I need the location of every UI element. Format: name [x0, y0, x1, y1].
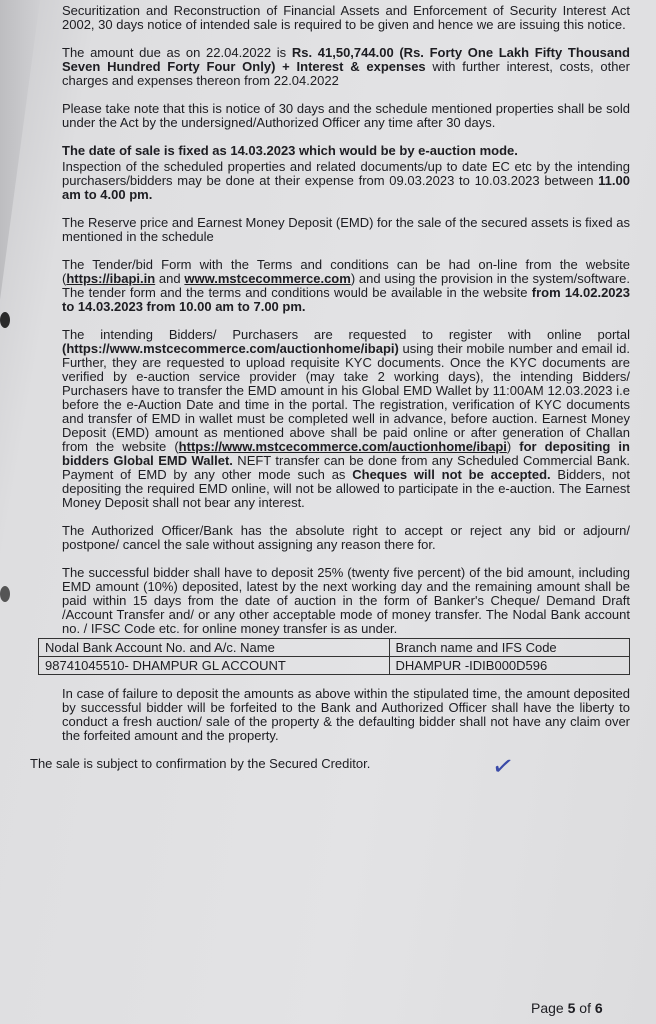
page-total: 6	[594, 1000, 603, 1016]
bold-text: (https://www.mstcecommerce.com/auctionhome/ibapi)	[62, 341, 399, 356]
text-segment: The Reserve price and Earnest Money Deposit (EMD) for the sale of the secured assets is fixed as mentioned in the schedule	[62, 215, 630, 244]
bold-text: Rs. 41,50,744.00 (Rs. Forty One Lakh Fifty Thousand Seven Hundred Forty Four Only) + Interest & expenses	[62, 45, 630, 74]
link-text[interactable]: www.mstcecommerce.com	[184, 271, 351, 286]
paragraph-confirmation	[30, 757, 630, 771]
paragraph-intro	[62, 4, 630, 32]
paragraph-reserve-price	[62, 216, 630, 244]
paragraph-tender-form	[62, 258, 630, 314]
bold-text: for depositing in bidders Global EMD Wallet.	[62, 439, 630, 468]
text-segment: )	[506, 439, 520, 454]
paragraph-registration	[62, 328, 630, 510]
page-prefix: Page	[531, 1000, 568, 1016]
link-text[interactable]: https://ibapi.in	[66, 271, 156, 286]
page-current: 5	[567, 1000, 576, 1016]
text-segment: Please take note that this is notice of 30 days and the schedule mentioned properties shall be sold under the Act by the undersigned/Authorized Officer any time after 30 days.	[62, 101, 630, 130]
text-segment: The amount due as on 22.04.2022 is	[62, 45, 292, 60]
table-header-row	[39, 639, 630, 657]
text-segment: using their mobile number and email id. Further, they are requested to upload requisite KYC documents. Once the KYC documents are verified by e-auction service provider (may take 2 working days), the intending Bidders/ Purchasers have to transfer the EMD amount in his Global EMD Wallet by 11:00AM 12.03.2023 i.e before the e-Auction Date and time in the portal. The registration, verification of KYC documents and transfer of EMD in wallet must be completed well in advance, before auction. Earnest Money Deposit (EMD) amount as mentioned above shall be paid online or after generation of Challan from the website (	[62, 341, 630, 454]
nodal-account-table	[38, 638, 630, 675]
page-of: of	[575, 1000, 595, 1016]
text-segment: In case of failure to deposit the amounts as above within the stipulated time, the amount deposited by successful bidder will be forfeited to the Bank and Authorized Officer shall have the liberty to conduct a fresh auction/ sale of the property & the defaulting bidder shall not have any claim over the forfeited amount and the property.	[62, 686, 630, 743]
page-number	[531, 1000, 603, 1016]
text-segment: The Tender/bid Form with the Terms and conditions can be had on-line from the website (	[62, 257, 630, 286]
text-segment: with further interest, costs, other charges and expenses thereon from 22.04.2022	[62, 59, 630, 88]
bold-text: Cheques will not be accepted.	[352, 467, 551, 482]
bold-text: 11.00 am to 4.00 pm.	[62, 173, 630, 202]
text-segment: ) and using the provision in the system/software. The tender form and the terms and conditions would be available in the website	[62, 271, 630, 300]
paragraph-notice-period	[62, 102, 630, 130]
text-segment: NEFT transfer can be done from any Scheduled Commercial Bank. Payment of EMD by any other mode such as	[62, 453, 630, 482]
text-segment: The intending Bidders/ Purchasers are requested to register with online portal	[62, 327, 630, 342]
handwritten-tick-mark: ✓	[489, 749, 517, 783]
bold-text: from 14.02.2023 to 14.03.2023 from 10.00 am to 7.00 pm.	[62, 285, 630, 314]
table-cell: DHAMPUR -IDIB000D596	[389, 657, 629, 675]
text-segment: Securitization and Reconstruction of Financial Assets and Enforcement of Security Interest Act 2002, 30 days notice of intended sale is required to be given and hence we are issuing this notice.	[62, 3, 630, 32]
text-segment: Inspection of the scheduled properties and related documents/up to date EC etc by the intending purchasers/bidders may be done at their expense from 09.03.2023 to 10.03.2023 between	[62, 159, 630, 188]
paragraph-failure-to-deposit	[62, 687, 630, 743]
paragraph-successful-bidder	[62, 566, 630, 636]
text-segment: The successful bidder shall have to deposit 25% (twenty five percent) of the bid amount, including EMD amount (10%) deposited, latest by the next working day and the remaining amount shall be paid within 15 days from the date of auction in the form of Banker's Cheque/ Demand Draft /Account Transfer and/ or any other acceptable mode of money transfer. The Nodal Bank account no. / IFSC Code etc. for online money transfer is as under.	[62, 565, 630, 636]
text-segment: Bidders, not depositing the required EMD online, will not be allowed to participate in the e-auction. The Earnest Money Deposit shall not bear any interest.	[62, 467, 630, 510]
punch-hole	[0, 312, 10, 328]
bold-text: The date of sale is fixed as 14.03.2023 which would be by e-auction mode.	[62, 143, 518, 158]
page-edge	[0, 0, 40, 300]
table-header-cell: Nodal Bank Account No. and A/c. Name	[39, 639, 390, 657]
table-cell: 98741045510- DHAMPUR GL ACCOUNT	[39, 657, 390, 675]
table-row	[39, 657, 630, 675]
paragraph-authorized-officer	[62, 524, 630, 552]
text-segment: and	[155, 271, 185, 286]
paragraph-inspection	[62, 160, 630, 202]
punch-hole	[0, 586, 10, 602]
text-segment: The sale is subject to confirmation by the Secured Creditor.	[30, 756, 371, 771]
confirmation-row	[30, 749, 630, 787]
paragraph-sale-date	[62, 144, 630, 158]
table-header-cell: Branch name and IFS Code	[389, 639, 629, 657]
text-segment: The Authorized Officer/Bank has the absolute right to accept or reject any bid or adjourn/ postpone/ cancel the sale without assigning any reason there for.	[62, 523, 630, 552]
link-text[interactable]: https://www.mstcecommerce.com/auctionhome/ibapi	[178, 439, 507, 454]
document-body	[30, 3, 630, 787]
paragraph-amount-due	[62, 46, 630, 88]
